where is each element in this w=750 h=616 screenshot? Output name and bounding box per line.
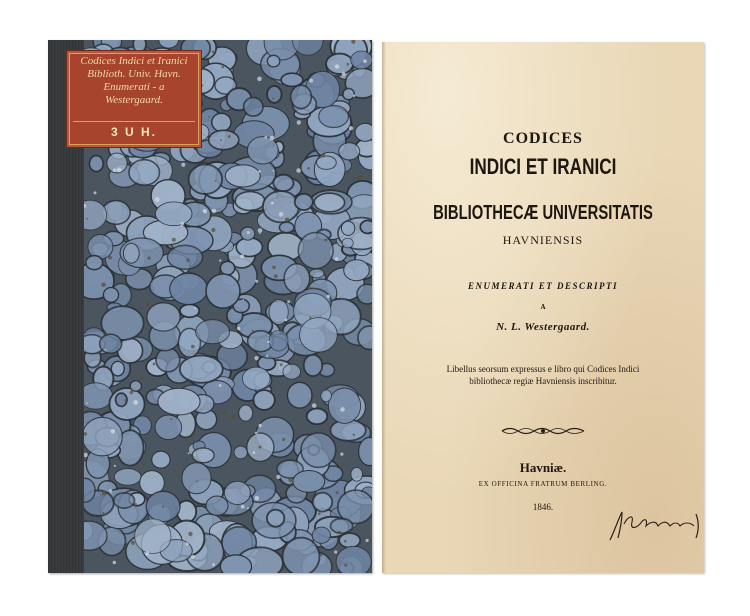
author-name: N. L. Westergaard. (496, 321, 590, 333)
note-text (382, 363, 704, 387)
imprint-printer: EX OFFICINA FRATRUM BERLING. (478, 480, 608, 488)
title-indici-et-iranici: INDICI ET IRANICI (469, 154, 617, 179)
label-line-2: Biblioth. Univ. Havn. (87, 68, 181, 80)
title-bibliothecae-universitatis: BIBLIOTHECÆ UNIVERSITATIS (433, 202, 653, 224)
title-codices: CODICES (503, 130, 583, 147)
note-line-1: Libellus seorsum expressus e libro qui Codices Indici (446, 364, 640, 374)
label-text (73, 55, 195, 107)
imprint-place: Havniæ. (519, 460, 567, 475)
title-havniensis: HAVNIENSIS (502, 233, 584, 247)
label-shelf-number: 3 U H. (110, 125, 157, 139)
subtitle-a: A (540, 303, 546, 311)
label-line-3: Enumerati - a (103, 81, 165, 93)
note-line-2: bibliothecæ regiæ Havniensis inscribitur. (469, 376, 617, 386)
owner-signature (600, 504, 704, 544)
subtitle-enumerati: ENUMERATI ET DESCRIPTI (467, 281, 619, 291)
spine-title-label (66, 50, 202, 148)
label-line-1: Codices Indici et Iranici (80, 55, 188, 67)
title-page (382, 42, 704, 573)
label-rule (73, 121, 195, 122)
label-line-4: Westergaard. (105, 94, 163, 106)
imprint-year: 1846. (532, 502, 554, 512)
fleuron-ornament (500, 426, 586, 436)
